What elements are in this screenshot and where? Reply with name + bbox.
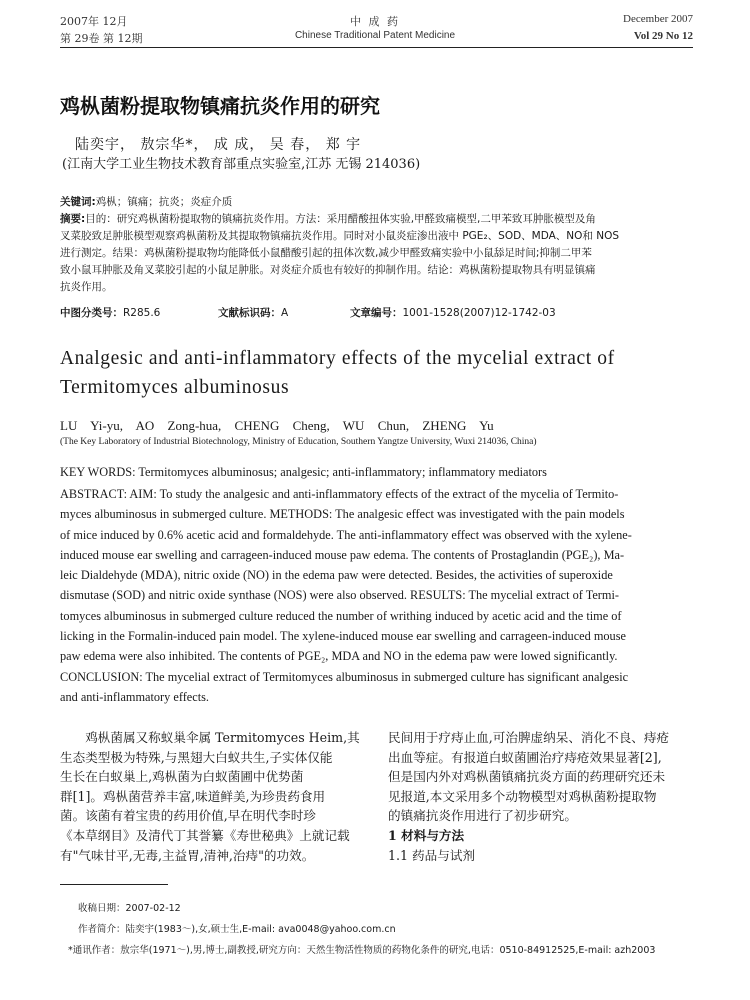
abstract-en-line: of mice induced by 0.6% acetic acid and formaldehyde. The anti-inflammatory effect was observed with the xylene- — [60, 527, 632, 542]
body-line: 民间用于疗痔止血,可治脾虚纳呆、消化不良、痔疮 — [388, 730, 670, 745]
abstract-en — [60, 484, 696, 707]
document-code: 文献标识码：A — [218, 307, 289, 319]
journal-name-en: Chinese Traditional Patent Medicine — [294, 30, 456, 41]
body-line: 见报道,本文采用多个动物模型对鸡枞菌粉提取物 — [388, 788, 657, 804]
footnote-rule — [60, 884, 168, 885]
footnote-corresponding: *通讯作者：敖宗华(1971～),男,博士,副教授,研究方向：天然生物活性物质的药物化条件的研究,电话：0510-84912525,E-mail: azh2003 — [68, 945, 656, 956]
keywords-zh — [60, 194, 693, 211]
body-line: 群[1]。鸡枞菌营养丰富,味道鲜美,为珍贵药食用 — [60, 788, 326, 804]
body-line: 出血等症。有报道白蚁菌圃治疗痔疮效果显著[2], — [388, 749, 662, 765]
keywords-text: 鸡枞；镇痛；抗炎；炎症介质 — [95, 196, 233, 208]
abstract-en-line: licking in the Formalin-induced pain model. The xylene-induced mouse ear swelling and carrageen-induced mouse — [60, 629, 626, 644]
body-line: 有"气味甘平,无毒,主益胃,清神,治痔"的功效。 — [60, 847, 315, 863]
abstract-line: 摘要:目的：研究鸡枞菌粉提取物的镇痛抗炎作用。方法：采用醋酸扭体实验,甲醛致痛模型,二甲苯致耳肿胀模型及角 — [60, 213, 596, 225]
abstract-line: 叉菜胶致足肿胀模型观察鸡枞菌粉及其提取物镇痛抗炎作用。同时对小鼠炎症渗出液中 PGE₂、SOD、MDA、NO和 NOS — [60, 230, 620, 242]
abstract-en-line: ABSTRACT: AIM: To study the analgesic and anti-inflammatory effects of the extract of the mycelia of Termito- — [60, 487, 619, 501]
abstract-en-line: CONCLUSION: The mycelial extract of Termitomyces albuminosus in submerged culture has significant analgesic — [60, 669, 629, 684]
authors-zh: 陆奕宇， 敖宗华*， 成 成， 吴 春， 郑 宇 — [75, 137, 362, 153]
header-volume-en: Vol 29 No 12 — [633, 30, 693, 42]
abstract-line: 进行测定。结果：鸡枞菌粉提取物均能降低小鼠醋酸引起的扭体次数,减少甲醛致痛实验中小鼠舔足时间;抑制二甲苯 — [60, 247, 592, 259]
body-line: 的镇痛抗炎作用进行了初步研究。 — [388, 808, 577, 824]
body-column-left — [60, 728, 365, 865]
body-line: 菌。该菌有着宝贵的药用价值,早在明代李时珍 — [60, 808, 316, 824]
body-column-right — [388, 728, 693, 865]
abstract-zh — [60, 211, 693, 296]
abstract-label: 摘要: — [60, 213, 86, 225]
authors-en: LU Yi-yu, AO Zong-hua, CHENG Cheng, WU Chun, ZHENG Yu — [60, 418, 494, 433]
affiliation-en: (The Key Laboratory of Industrial Biotechnology, Ministry of Education, Southern Yangtze University, Wuxi 214036, China) — [60, 437, 537, 447]
body-line: 鸡枞菌属又称蚁巢伞属 Termitomyces Heim,其 — [85, 730, 360, 745]
section-heading: 1 材料与方法 — [388, 827, 465, 843]
footnote-received: 收稿日期：2007-02-12 — [78, 903, 181, 914]
abstract-en-line: leic Dialdehyde (MDA), nitric oxide (NO) in the edema paw were detected. Besides, the activities of superoxide — [60, 568, 613, 583]
body-line: 但是国内外对鸡枞菌镇痛抗炎方面的药理研究还未 — [388, 769, 666, 785]
abstract-line: 致小鼠耳肿胀及角叉菜胶引起的小鼠足肿胀。对炎症介质也有较好的抑制作用。结论：鸡枞菌粉提取物具有明显镇痛 — [60, 264, 596, 276]
abstract-en-line: tomyces albuminosus in submerged culture reduced the number of writhing induced by acetic acid and the time of — [60, 608, 622, 623]
abstract-en-line: induced mouse ear swelling and carrageen-induced mouse paw edema. The contents of Prostaglandin (PGE₂), Ma- — [60, 547, 625, 562]
abstract-en-line: myces albuminosus in submerged culture. METHODS: The analgesic effect was investigated with the pain models — [60, 507, 625, 522]
body-line: 生态类型极为特殊,与黑翅大白蚁共生,子实体仅能 — [60, 749, 333, 765]
keywords-label: 关键词: — [60, 196, 96, 208]
keywords-en: KEY WORDS: Termitomyces albuminosus; analgesic; anti-inflammatory; inflammatory mediators — [60, 465, 547, 479]
body-line: 生长在白蚁巢上,鸡枞菌为白蚁菌圃中优势菌 — [60, 769, 304, 785]
footnote-author-intro: 作者简介：陆奕宇(1983～),女,硕士生,E-mail: ava0048@yahoo.com.cn — [78, 924, 396, 935]
journal-name-zh: 中 成 药 — [350, 15, 400, 28]
abstract-en-line: dismutase (SOD) and nitric oxide synthase (NOS) were also observed. RESULTS: The mycelial extract of Termi- — [60, 588, 619, 603]
header-date-en: December 2007 — [623, 13, 693, 25]
article-title-en: Analgesic and anti-inflammatory effects of the mycelial extract of Termitomyces albuminosus — [60, 348, 615, 398]
abstract-en-line: and anti-inflammatory effects. — [60, 689, 209, 704]
header-volume: 第 29卷 第 12期 — [60, 32, 143, 45]
abstract-line: 抗炎作用。 — [60, 281, 113, 293]
article-title-zh: 鸡枞菌粉提取物镇痛抗炎作用的研究 — [60, 94, 380, 118]
body-line: 《本草纲目》及清代丁其誉纂《寿世秘典》上就记载 — [60, 827, 350, 843]
abstract-en-line: paw edema were also inhibited. The contents of PGE₂, MDA and NO in the edema paw were lowed significantly. — [60, 649, 618, 664]
article-number: 文章编号：1001-1528(2007)12-1742-03 — [350, 307, 556, 319]
subsection-heading: 1.1 药品与试剂 — [388, 847, 476, 863]
clc-number: 中图分类号：R285.6 — [60, 307, 161, 319]
affiliation-zh: (江南大学工业生物技术教育部重点实验室,江苏 无锡 214036) — [62, 157, 421, 172]
header-date: 2007年 12月 — [60, 15, 128, 28]
header-rule — [60, 47, 693, 48]
